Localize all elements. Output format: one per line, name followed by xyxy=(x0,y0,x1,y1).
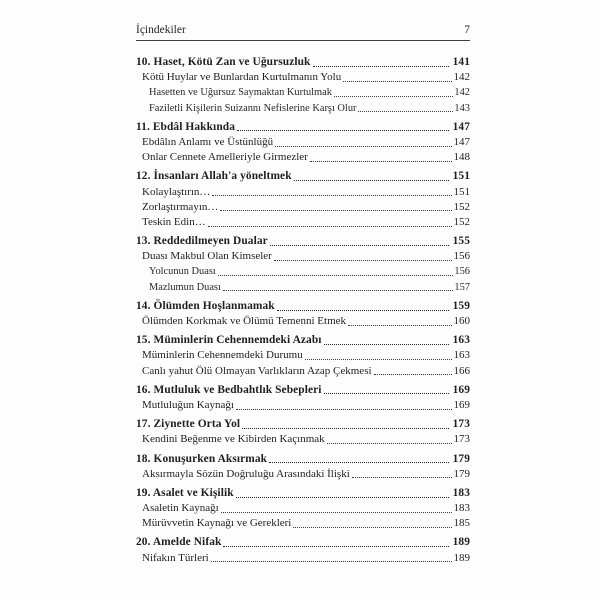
leader-dots xyxy=(211,561,452,562)
toc-entry xyxy=(136,516,470,531)
leader-dots xyxy=(305,359,452,360)
page-header-number: 7 xyxy=(464,24,470,36)
toc-entry-page: 142 xyxy=(453,71,470,84)
leader-dots xyxy=(277,310,449,311)
leader-dots xyxy=(237,130,449,131)
toc-entry-label: 19. Asalet ve Kişilik xyxy=(136,486,234,499)
toc-entry-page: 169 xyxy=(453,398,470,411)
document-page xyxy=(136,24,470,566)
toc-entry-page: 163 xyxy=(453,349,470,362)
leader-dots xyxy=(275,146,451,147)
leader-dots xyxy=(218,275,454,276)
toc-entry-page: 179 xyxy=(452,452,470,465)
toc-entry xyxy=(136,280,470,295)
toc-entry xyxy=(136,200,470,215)
leader-dots xyxy=(223,546,448,547)
toc-entry-label: Ölümden Korkmak ve Ölümü Temenni Etmek xyxy=(142,315,347,327)
toc-entry xyxy=(136,417,470,432)
toc-entry xyxy=(136,535,470,550)
toc-entry-label: Duası Makbul Olan Kimseler xyxy=(142,250,272,263)
leader-dots xyxy=(374,374,452,375)
toc-entry xyxy=(136,551,470,566)
toc-entry xyxy=(136,85,470,100)
leader-dots xyxy=(343,81,451,82)
toc-entry-page: 173 xyxy=(452,418,470,431)
toc-entry xyxy=(136,150,470,165)
toc-entry-page: 151 xyxy=(452,170,470,183)
leader-dots xyxy=(348,325,451,326)
toc-entry-page: 173 xyxy=(453,433,470,446)
toc-entry-label: Mazlumun Duası xyxy=(149,281,221,293)
toc-entry-label: Mutluluğun Kaynağı xyxy=(142,398,234,411)
leader-dots xyxy=(236,409,452,410)
toc-entry-page: 141 xyxy=(452,56,470,68)
toc-entry-label: Hasetten ve Uğursuz Saymaktan Kurtulmak xyxy=(149,87,332,99)
leader-dots xyxy=(212,195,451,196)
toc-entry xyxy=(136,169,470,184)
toc-entry xyxy=(136,501,470,516)
toc-entry-page: 159 xyxy=(452,299,470,312)
toc-entry xyxy=(136,299,470,314)
toc-entry-label: Teskin Edin… xyxy=(142,215,206,228)
toc-entry-label: 13. Reddedilmeyen Dualar xyxy=(136,235,268,248)
toc-entry-page: 147 xyxy=(452,120,470,133)
toc-entry xyxy=(136,101,470,116)
toc-entry-label: Kötü Huylar ve Bunlardan Kurtulmanın Yolu xyxy=(142,71,342,84)
toc-entry-label: 12. İnsanları Allah'a yöneltmek xyxy=(136,170,292,183)
toc-entry xyxy=(136,398,470,413)
leader-dots xyxy=(313,66,449,67)
toc-entry-page: 189 xyxy=(453,551,470,564)
toc-entry-page: 183 xyxy=(453,502,470,515)
leader-dots xyxy=(334,96,453,97)
toc-entry-page: 148 xyxy=(453,151,470,164)
toc-entry-label: Kolaylaştırın… xyxy=(142,185,211,198)
toc-entry-label: Asaletin Kaynağı xyxy=(142,502,219,515)
leader-dots xyxy=(274,260,452,261)
toc-entry xyxy=(136,249,470,264)
leader-dots xyxy=(208,226,452,227)
toc-entry xyxy=(136,70,470,85)
toc-entry-label: Zorlaştırmayın… xyxy=(142,200,219,213)
toc-entry-label: 17. Ziynette Orta Yol xyxy=(136,418,241,431)
leader-dots xyxy=(352,477,452,478)
toc-entry xyxy=(136,135,470,150)
toc-entry-label: Onlar Cennete Amelleriyle Girmezler xyxy=(142,151,308,164)
leader-dots xyxy=(269,462,448,463)
toc-entry-page: 189 xyxy=(452,536,470,549)
toc-entry xyxy=(136,120,470,135)
leader-dots xyxy=(358,111,453,112)
leader-dots xyxy=(221,512,452,513)
toc-entry-page: 156 xyxy=(453,250,470,263)
toc-entry xyxy=(136,215,470,230)
leader-dots xyxy=(270,245,449,246)
toc-entry-page: 143 xyxy=(454,102,470,114)
page-header xyxy=(136,24,470,41)
toc-list xyxy=(136,55,470,566)
toc-entry-page: 169 xyxy=(452,383,470,396)
toc-entry xyxy=(136,348,470,363)
toc-entry-page: 156 xyxy=(454,266,470,278)
toc-entry-label: Nifakın Türleri xyxy=(142,551,209,564)
toc-entry xyxy=(136,486,470,501)
toc-entry-label: Aksırmayla Sözün Doğruluğu Arasındaki İlişki xyxy=(142,467,350,480)
toc-entry-page: 179 xyxy=(453,467,470,480)
leader-dots xyxy=(324,344,449,345)
toc-entry xyxy=(136,467,470,482)
leader-dots xyxy=(220,210,451,211)
toc-entry xyxy=(136,234,470,249)
leader-dots xyxy=(242,428,448,429)
toc-entry-label: Yolcunun Duası xyxy=(149,266,216,278)
leader-dots xyxy=(223,290,454,291)
toc-entry xyxy=(136,452,470,467)
toc-entry-label: Müminlerin Cehennemdeki Durumu xyxy=(142,349,303,362)
toc-entry xyxy=(136,264,470,279)
toc-entry-page: 160 xyxy=(453,315,470,327)
toc-entry xyxy=(136,383,470,398)
toc-entry-page: 151 xyxy=(453,185,470,198)
page-header-title: İçindekiler xyxy=(136,24,186,36)
toc-entry-page: 157 xyxy=(454,281,470,293)
toc-entry-label: Canlı yahut Ölü Olmayan Varlıkların Azap Çekmesi xyxy=(142,364,372,377)
toc-entry-label: 20. Amelde Nifak xyxy=(136,536,222,549)
toc-entry-page: 166 xyxy=(453,364,470,377)
toc-entry-page: 147 xyxy=(453,135,470,148)
toc-entry-page: 152 xyxy=(453,200,470,213)
toc-entry xyxy=(136,364,470,379)
toc-entry xyxy=(136,55,470,70)
toc-entry-page: 155 xyxy=(452,235,470,248)
toc-entry-page: 142 xyxy=(454,87,470,99)
leader-dots xyxy=(294,180,449,181)
toc-entry-page: 183 xyxy=(452,486,470,499)
toc-entry xyxy=(136,333,470,348)
toc-entry-label: 11. Ebdâl Hakkında xyxy=(136,120,235,133)
toc-entry-label: Mürüvvetin Kaynağı ve Gerekleri xyxy=(142,517,292,530)
leader-dots xyxy=(236,497,449,498)
toc-entry-label: Kendini Beğenme ve Kibirden Kaçınmak xyxy=(142,433,325,446)
toc-entry-page: 185 xyxy=(453,517,470,530)
toc-entry-label: Faziletli Kişilerin Suizannı Nefislerine Karşı Olur xyxy=(149,102,357,114)
toc-entry-page: 163 xyxy=(452,334,470,347)
toc-entry-label: 14. Ölümden Hoşlanmamak xyxy=(136,299,275,312)
toc-entry-label: 15. Müminlerin Cehennemdeki Azabı xyxy=(136,334,322,347)
toc-entry xyxy=(136,314,470,329)
leader-dots xyxy=(324,393,449,394)
toc-entry xyxy=(136,432,470,447)
toc-entry-label: 16. Mutluluk ve Bedbahtlık Sebepleri xyxy=(136,383,322,396)
toc-entry xyxy=(136,185,470,200)
leader-dots xyxy=(327,443,452,444)
toc-entry-page: 152 xyxy=(453,215,470,228)
toc-entry-label: Ebdâlın Anlamı ve Üstünlüğü xyxy=(142,135,274,148)
leader-dots xyxy=(310,161,452,162)
toc-entry-label: 10. Haset, Kötü Zan ve Uğursuzluk xyxy=(136,56,311,68)
leader-dots xyxy=(293,527,451,528)
toc-entry-label: 18. Konuşurken Aksırmak xyxy=(136,452,268,465)
